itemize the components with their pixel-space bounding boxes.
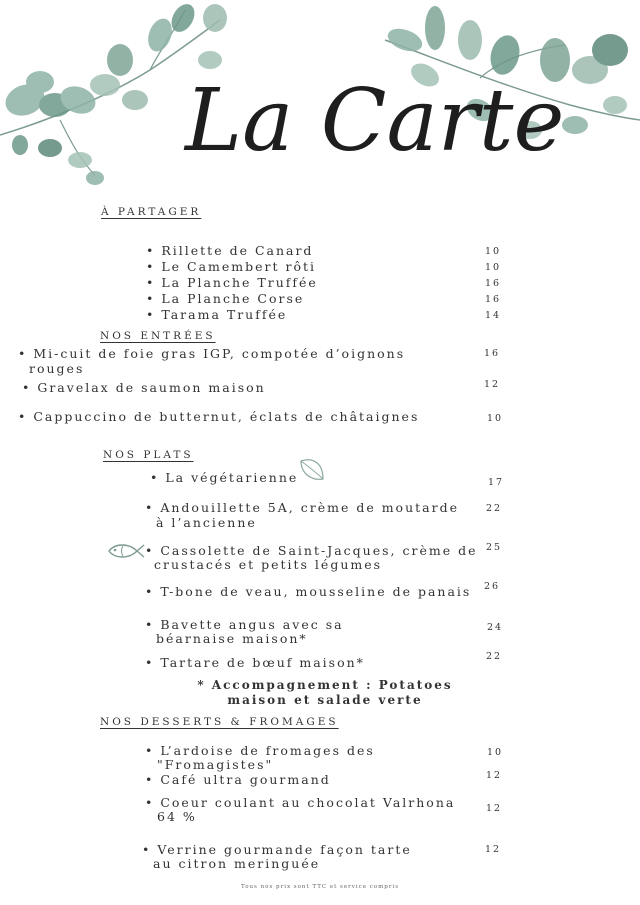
list-item: • Le Camembert rôti	[146, 259, 317, 274]
item-price: 12	[484, 379, 501, 390]
list-item-continuation: béarnaise maison*	[156, 631, 308, 646]
list-item: • Bavette angus avec sa	[145, 617, 344, 632]
item-price: 16	[485, 278, 502, 289]
list-item-continuation: rouges	[29, 361, 85, 376]
item-price: 12	[486, 803, 503, 814]
list-item-continuation: au citron meringuée	[153, 856, 321, 871]
list-item: • Andouillette 5A, crème de moutarde	[145, 500, 459, 515]
list-item: • Café ultra gourmand	[145, 772, 331, 787]
item-price: 26	[484, 581, 501, 592]
item-price: 10	[485, 246, 502, 257]
item-price: 12	[486, 770, 503, 781]
footer-note: Tous nos prix sont TTC et service compris	[240, 884, 400, 890]
item-price: 24	[487, 622, 504, 633]
list-item: • Verrine gourmande façon tarte	[142, 842, 412, 857]
list-item: • Gravelax de saumon maison	[22, 380, 266, 395]
item-price: 17	[488, 477, 505, 488]
list-item: • Tartare de bœuf maison*	[145, 655, 365, 670]
list-item: • L’ardoise de fromages des	[145, 743, 375, 758]
item-price: 12	[485, 844, 502, 855]
item-price: 10	[487, 413, 504, 424]
section-title-partager: À PARTAGER	[101, 206, 202, 218]
list-item: • T-bone de veau, mousseline de panais	[145, 584, 472, 599]
section-title-desserts: NOS DESSERTS & FROMAGES	[100, 716, 339, 728]
item-price: 14	[485, 310, 502, 321]
accompaniment-note	[175, 678, 475, 708]
item-price: 16	[485, 294, 502, 305]
list-item: • Coeur coulant au chocolat Valrhona	[145, 795, 456, 810]
list-item-continuation: 64 %	[157, 809, 197, 824]
accompaniment-note-line: maison et salade verte	[227, 693, 423, 707]
list-item: • Rillette de Canard	[146, 243, 314, 258]
list-item: • Mi-cuit de foie gras IGP, compotée d’oignons	[18, 346, 406, 361]
page-title	[175, 55, 565, 185]
list-item: • La végétarienne	[150, 470, 299, 485]
list-item: • Cappuccino de butternut, éclats de châtaignes	[18, 409, 420, 424]
list-item: • Cassolette de Saint-Jacques, crème de	[145, 543, 478, 558]
list-item-continuation: "Fromagistes"	[157, 757, 274, 772]
item-price: 10	[485, 262, 502, 273]
item-price: 10	[487, 747, 504, 758]
item-price: 22	[486, 651, 503, 662]
list-item: • Tarama Truffée	[146, 307, 288, 322]
item-price: 16	[484, 348, 501, 359]
section-title-plats: NOS PLATS	[103, 449, 194, 461]
list-item-continuation: à l’ancienne	[156, 515, 257, 530]
item-price: 25	[486, 542, 503, 553]
list-item: • La Planche Corse	[146, 291, 305, 306]
fish-icon	[105, 541, 145, 561]
leaf-icon	[297, 455, 327, 485]
accompaniment-note-line: * Accompagnement : Potatoes	[197, 678, 453, 692]
section-title-entrees: NOS ENTRÉES	[100, 330, 216, 342]
list-item-continuation: crustacés et petits légumes	[154, 557, 383, 572]
list-item: • La Planche Truffée	[146, 275, 318, 290]
item-price: 22	[486, 503, 503, 514]
page-title-text: La Carte	[185, 71, 565, 171]
